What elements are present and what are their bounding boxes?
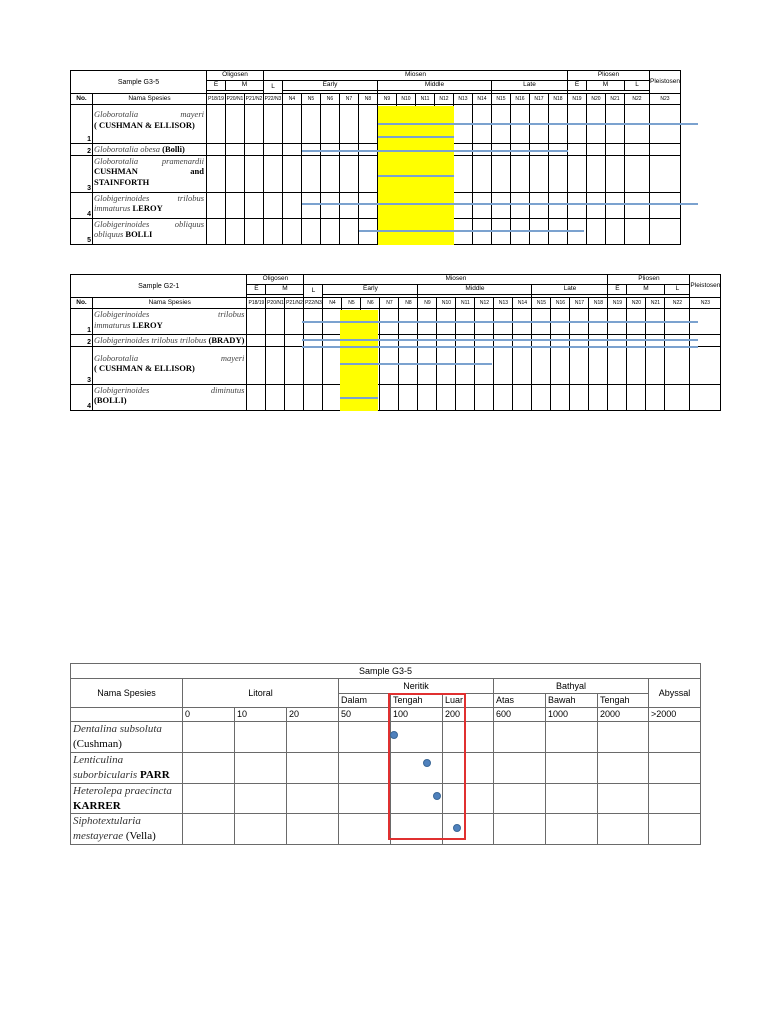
range-line [359, 230, 584, 232]
env-sample-title: Sample G3-5 [71, 664, 701, 679]
depth-marker [423, 759, 431, 767]
zone: N11 [456, 298, 475, 309]
env-col-name: Nama Spesies [71, 679, 183, 708]
depth-label: 200 [443, 708, 494, 722]
epoch-miosen: Miosen [264, 71, 568, 81]
depth-label: 1000 [546, 708, 598, 722]
depth-label: 50 [339, 708, 391, 722]
sub-m: M [226, 81, 264, 91]
depth-marker [433, 792, 441, 800]
range-line [340, 397, 378, 399]
zone: N19 [608, 298, 627, 309]
sub-e: E [608, 285, 627, 295]
species-name: Globorotalia mayeri ( CUSHMAN & ELLISOR) [93, 346, 247, 384]
zone: N17 [570, 298, 589, 309]
range-line [378, 175, 454, 177]
zone: P22/N3 [304, 298, 323, 309]
env-species-name: Dentalina subsoluta (Cushman) [71, 722, 183, 753]
zone-abyssal: Abyssal [649, 679, 701, 708]
zone: N8 [359, 94, 378, 105]
zone: P20/N1 [226, 94, 245, 105]
col-name: Nama Spesies [93, 298, 247, 309]
depth-label: >2000 [649, 708, 701, 722]
zone: N18 [549, 94, 568, 105]
sub-bawah: Bawah [546, 694, 598, 708]
bathymetry-table [70, 663, 701, 845]
zone: N5 [342, 298, 361, 309]
depth-marker [453, 824, 461, 832]
sub-tengah: Tengah [391, 694, 443, 708]
zone: N22 [625, 94, 650, 105]
species-name: Globigerinoides trilobus trilobus (BRADY) [93, 335, 247, 347]
epoch-oligosen: Oligosen [247, 275, 304, 285]
zone: N11 [416, 94, 435, 105]
sub-middle: Middle [378, 81, 492, 91]
env-species-name: Siphotextularia mestayerae (Vella) [71, 814, 183, 845]
sub-l: L [665, 285, 690, 295]
zone: N12 [435, 94, 454, 105]
zone: N10 [437, 298, 456, 309]
zone: P18/19 [207, 94, 226, 105]
zone: N20 [627, 298, 646, 309]
range-line [302, 321, 698, 323]
row-number: 4 [71, 192, 93, 218]
species-name: Globorotalia mayeri ( CUSHMAN & ELLISOR) [93, 105, 207, 144]
zone: N12 [475, 298, 494, 309]
sub-l: L [264, 81, 283, 94]
sub-early: Early [323, 285, 418, 295]
sub-m: M [587, 81, 625, 91]
zone: N14 [473, 94, 492, 105]
zone: N20 [587, 94, 606, 105]
env-species-name: Heterolepa praecincta KARRER [71, 783, 183, 814]
range-line [340, 363, 492, 365]
zone-litoral: Litoral [183, 679, 339, 708]
range-line [302, 203, 698, 205]
zone-bathyal: Bathyal [494, 679, 649, 694]
depth-label: 10 [235, 708, 287, 722]
epoch-pleistosen: Pleistosen [690, 275, 721, 298]
zone: N16 [551, 298, 570, 309]
row-number: 5 [71, 218, 93, 244]
env-species-name: Lenticulina suborbicularis PARR [71, 752, 183, 783]
zone: N16 [511, 94, 530, 105]
sub-m: M [266, 285, 304, 295]
range-line [302, 346, 698, 348]
zone: P18/19 [247, 298, 266, 309]
zone: P21/N2 [285, 298, 304, 309]
sub-l: L [625, 81, 650, 91]
zone: N9 [378, 94, 397, 105]
zone: N21 [606, 94, 625, 105]
sub-luar: Luar [443, 694, 494, 708]
species-name: Globigerinoides trilobus immaturus LEROY [93, 309, 247, 335]
depth-label: 100 [391, 708, 443, 722]
row-number: 3 [71, 155, 93, 192]
species-name: Globorotalia pramenardii CUSHMAN and STAINFORTH [93, 155, 207, 192]
zone: N22 [665, 298, 690, 309]
species-name: Globigerinoides trilobus immaturus LEROY [93, 192, 207, 218]
zone: N4 [323, 298, 342, 309]
range-chart-g3-5 [70, 70, 681, 245]
highlight-zone [340, 310, 378, 411]
sub-middle: Middle [418, 285, 532, 295]
sub-e: E [247, 285, 266, 295]
zone: N14 [513, 298, 532, 309]
zone: N17 [530, 94, 549, 105]
range-table-g3-5 [70, 70, 681, 245]
row-number: 1 [71, 309, 93, 335]
species-name: Globigerinoides obliquus obliquus BOLLI [93, 218, 207, 244]
row-number: 4 [71, 384, 93, 410]
depth-label: 600 [494, 708, 546, 722]
row-number: 2 [71, 335, 93, 347]
zone-neritik: Neritik [339, 679, 494, 694]
zone: P22/N3 [264, 94, 283, 105]
zone: P21/N2 [245, 94, 264, 105]
zone: N6 [321, 94, 340, 105]
depth-label: 2000 [598, 708, 649, 722]
zone: N10 [397, 94, 416, 105]
zone: N7 [340, 94, 359, 105]
sample-title: Sample G3-5 [71, 71, 207, 94]
zone: N4 [283, 94, 302, 105]
zone: N9 [418, 298, 437, 309]
zone: N13 [454, 94, 473, 105]
epoch-pliosen: Pliosen [568, 71, 650, 81]
range-line [302, 339, 698, 341]
zone: N19 [568, 94, 587, 105]
range-line [378, 136, 454, 138]
range-chart-g2-1 [70, 274, 721, 411]
zone: N15 [532, 298, 551, 309]
species-name: Globorotalia obesa (Bolli) [93, 144, 207, 156]
zone: N13 [494, 298, 513, 309]
zone: N15 [492, 94, 511, 105]
paleo-environment-g3-5 [70, 663, 701, 845]
depth-label: 0 [183, 708, 235, 722]
sub-late: Late [492, 81, 568, 91]
species-name: Globigerinoides diminutus (BOLLI) [93, 384, 247, 410]
sub-l: L [304, 285, 323, 298]
row-number: 2 [71, 144, 93, 156]
col-no: No. [71, 94, 93, 105]
zone: N21 [646, 298, 665, 309]
epoch-miosen: Miosen [304, 275, 608, 285]
sub-e: E [568, 81, 587, 91]
depth-marker [390, 731, 398, 739]
sub-e: E [207, 81, 226, 91]
zone: N6 [361, 298, 380, 309]
row-number: 1 [71, 105, 93, 144]
zone: N23 [690, 298, 721, 309]
col-name: Nama Spesies [93, 94, 207, 105]
epoch-pliosen: Pliosen [608, 275, 690, 285]
zone: P20/N1 [266, 298, 285, 309]
sub-early: Early [283, 81, 378, 91]
row-number: 3 [71, 346, 93, 384]
depth-label: 20 [287, 708, 339, 722]
zone: N23 [650, 94, 681, 105]
sub-tengah: Tengah [598, 694, 649, 708]
epoch-pleistosen: Pleistosen [650, 71, 681, 94]
sub-dalam: Dalam [339, 694, 391, 708]
range-line [302, 150, 568, 152]
zone: N5 [302, 94, 321, 105]
sub-late: Late [532, 285, 608, 295]
epoch-oligosen: Oligosen [207, 71, 264, 81]
col-no: No. [71, 298, 93, 309]
zone: N18 [589, 298, 608, 309]
range-line [378, 123, 698, 125]
sub-atas: Atas [494, 694, 546, 708]
sample-title: Sample G2-1 [71, 275, 247, 298]
zone: N8 [399, 298, 418, 309]
zone: N7 [380, 298, 399, 309]
range-table-g2-1 [70, 274, 721, 411]
sub-m: M [627, 285, 665, 295]
